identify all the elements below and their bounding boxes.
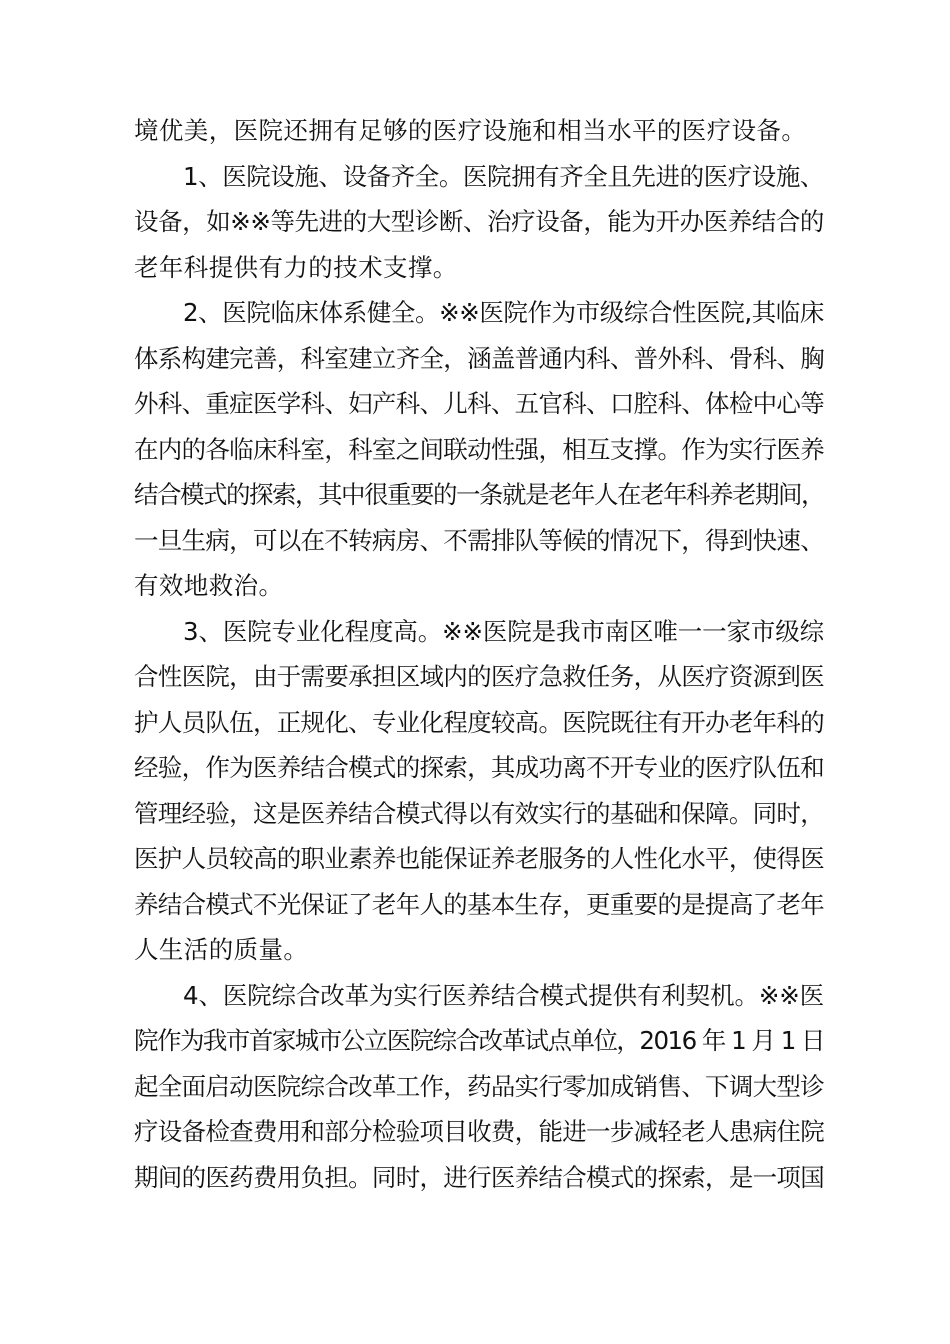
text-line: 护人员队伍，正规化、专业化程度较高。医院既往有开办老年科的 <box>134 707 824 737</box>
text-line: 设备，如※※等先进的大型诊断、治疗设备，能为开办医养结合的 <box>134 207 824 236</box>
text-line: 体系构建完善，科室建立齐全，涵盖普通内科、普外科、骨科、胸 <box>134 343 824 373</box>
text-line: 2、医院临床体系健全。※※医院作为市级综合性医院,其临床 <box>183 298 824 327</box>
text-line: 4、医院综合改革为实行医养结合模式提供有利契机。※※医 <box>183 980 824 1010</box>
text-line: 境优美，医院还拥有足够的医疗设施和相当水平的医疗设备。 <box>134 116 807 145</box>
text-line: 人生活的质量。 <box>134 935 309 964</box>
text-line: 医护人员较高的职业素养也能保证养老服务的人性化水平，使得医 <box>134 844 824 873</box>
text-line: 管理经验，这是医养结合模式得以有效实行的基础和保障。同时， <box>134 798 824 828</box>
text-line: 期间的医药费用负担。同时，进行医养结合模式的探索，是一项国 <box>134 1162 824 1192</box>
text-line: 外科、重症医学科、妇产科、儿科、五官科、口腔科、体检中心等 <box>134 389 824 418</box>
text-line: 有效地救治。 <box>134 571 284 600</box>
text-line: 经验，作为医养结合模式的探索，其成功离不开专业的医疗队伍和 <box>134 753 824 782</box>
text-line: 养结合模式不光保证了老年人的基本生存，更重要的是提高了老年 <box>134 889 824 919</box>
text-line: 在内的各临床科室，科室之间联动性强，相互支撑。作为实行医养 <box>134 434 824 464</box>
text-line: 一旦生病，可以在不转病房、不需排队等候的情况下，得到快速、 <box>134 525 824 555</box>
text-line: 合性医院，由于需要承担区域内的医疗急救任务，从医疗资源到医 <box>134 662 824 691</box>
body-text <box>134 108 824 1200</box>
text-line: 起全面启动医院综合改革工作，药品实行零加成销售、下调大型诊 <box>134 1071 824 1101</box>
text-line: 疗设备检查费用和部分检验项目收费，能进一步减轻老人患病住院 <box>134 1117 824 1146</box>
text-line: 院作为我市首家城市公立医院综合改革试点单位，2016 年 1 月 1 日 <box>134 1026 824 1055</box>
text-line: 3、医院专业化程度高。※※医院是我市南区唯一一家市级综 <box>183 616 824 646</box>
text-line: 1、医院设施、设备齐全。医院拥有齐全且先进的医疗设施、 <box>183 161 824 191</box>
text-line: 老年科提供有力的技术支撑。 <box>134 252 458 282</box>
text-line: 结合模式的探索，其中很重要的一条就是老年人在老年科养老期间， <box>134 480 824 509</box>
